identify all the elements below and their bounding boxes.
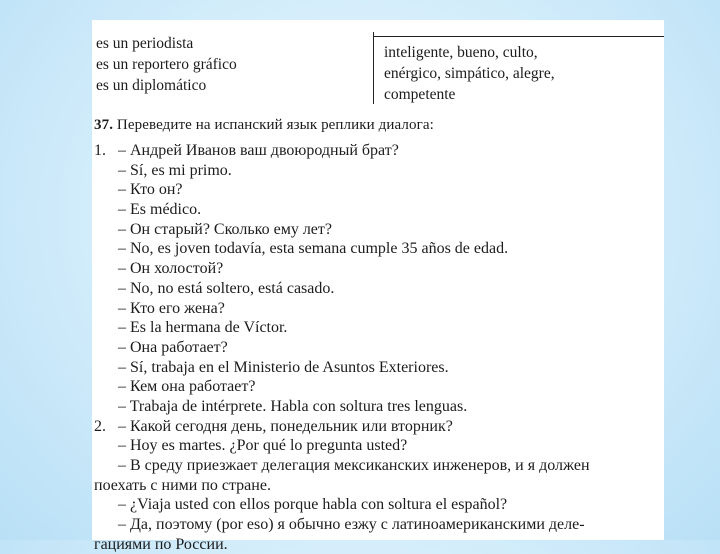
dialog-line-text: – Es la hermana de Víctor.: [118, 319, 288, 337]
dialog-line-text: – Кто он?: [118, 181, 183, 199]
dialog-line-text: – В среду приезжает делегация мексиканских инженеров, и я должен: [118, 457, 590, 474]
dialog-text: [94, 141, 660, 554]
table-left-item: es un reportero gráfico: [96, 56, 237, 73]
dialog-line: [94, 318, 660, 338]
scanned-page: [92, 20, 664, 553]
dialog-line: [94, 358, 660, 378]
dialog-line-text: – ¿Viaja usted con ellos porque habla con soltura el español?: [118, 496, 508, 514]
table-right-column: [384, 42, 555, 105]
dialog-line-text: – No, es joven todavía, esta semana cumple 35 años de edad.: [118, 240, 509, 258]
dialog-line: [94, 161, 660, 181]
dialog-line: [94, 180, 660, 200]
table-right-item: competente: [384, 86, 456, 103]
dialog-line: [94, 436, 660, 456]
dialog-line-text: – Sí, trabaja en el Ministerio de Asuntos Exteriores.: [118, 358, 449, 376]
exercise-number: 37.: [94, 117, 114, 133]
dialog-number: 2.: [94, 417, 106, 435]
dialog-line: [94, 476, 660, 496]
dialog-line-text: – Да, поэтому (por eso) я обычно езжу с латиноамериканскими деле-: [118, 516, 585, 534]
dialog-line-text: – Es médico.: [118, 201, 202, 219]
dialog-line: [94, 299, 660, 319]
dialog-line: [94, 377, 660, 397]
dialog-line: [94, 279, 660, 299]
vocabulary-table: [92, 26, 664, 108]
dialog-line: [94, 259, 660, 279]
exercise-heading: [94, 117, 434, 134]
dialog-number: 1.: [94, 142, 106, 159]
table-divider-horizontal: [373, 36, 664, 37]
table-left-column: [96, 33, 237, 96]
exercise-title: Переведите на испанский язык реплики диалога:: [116, 117, 434, 133]
dialog-line: [94, 338, 660, 358]
dialog-line-text: – Андрей Иванов ваш двоюродный брат?: [118, 142, 399, 159]
dialog-line-continuation: поехать с ними по стране.: [94, 476, 271, 494]
dialog-line-continuation: гациями по России.: [94, 535, 228, 553]
dialog-line: [94, 220, 660, 240]
dialog-line: [94, 141, 660, 161]
dialog-line-text: – Кто его жена?: [118, 299, 225, 317]
dialog-line: [94, 397, 660, 417]
dialog-line: [94, 495, 660, 515]
table-left-item: es un diplomático: [96, 77, 207, 94]
dialog-line-text: – Trabaja de intérprete. Habla con soltura tres lenguas.: [118, 397, 468, 415]
dialog-line-text: – Hoy es martes. ¿Por qué lo pregunta usted?: [118, 437, 408, 455]
dialog-line: [94, 200, 660, 220]
dialog-line: [94, 515, 660, 535]
table-right-item: inteligente, bueno, culto,: [384, 44, 538, 61]
table-left-item: es un periodista: [96, 35, 194, 52]
dialog-line-text: – Кем она работает?: [118, 378, 256, 396]
dialog-line: [94, 535, 660, 554]
dialog-line-text: – Она работает?: [118, 338, 228, 356]
dialog-line: [94, 239, 660, 259]
dialog-line-text: – No, no está soltero, está casado.: [118, 279, 335, 297]
dialog-line-text: – Какой сегодня день, понедельник или вторник?: [118, 417, 453, 435]
dialog-line-text: – Sí, es mi primo.: [118, 161, 232, 179]
table-divider-vertical: [373, 32, 374, 104]
dialog-line: [94, 417, 660, 437]
dialog-line-text: – Он холостой?: [118, 260, 224, 278]
table-right-item: enérgico, simpático, alegre,: [384, 65, 555, 82]
dialog-line: [94, 456, 660, 476]
dialog-line-text: – Он старый? Сколько ему лет?: [118, 220, 332, 238]
